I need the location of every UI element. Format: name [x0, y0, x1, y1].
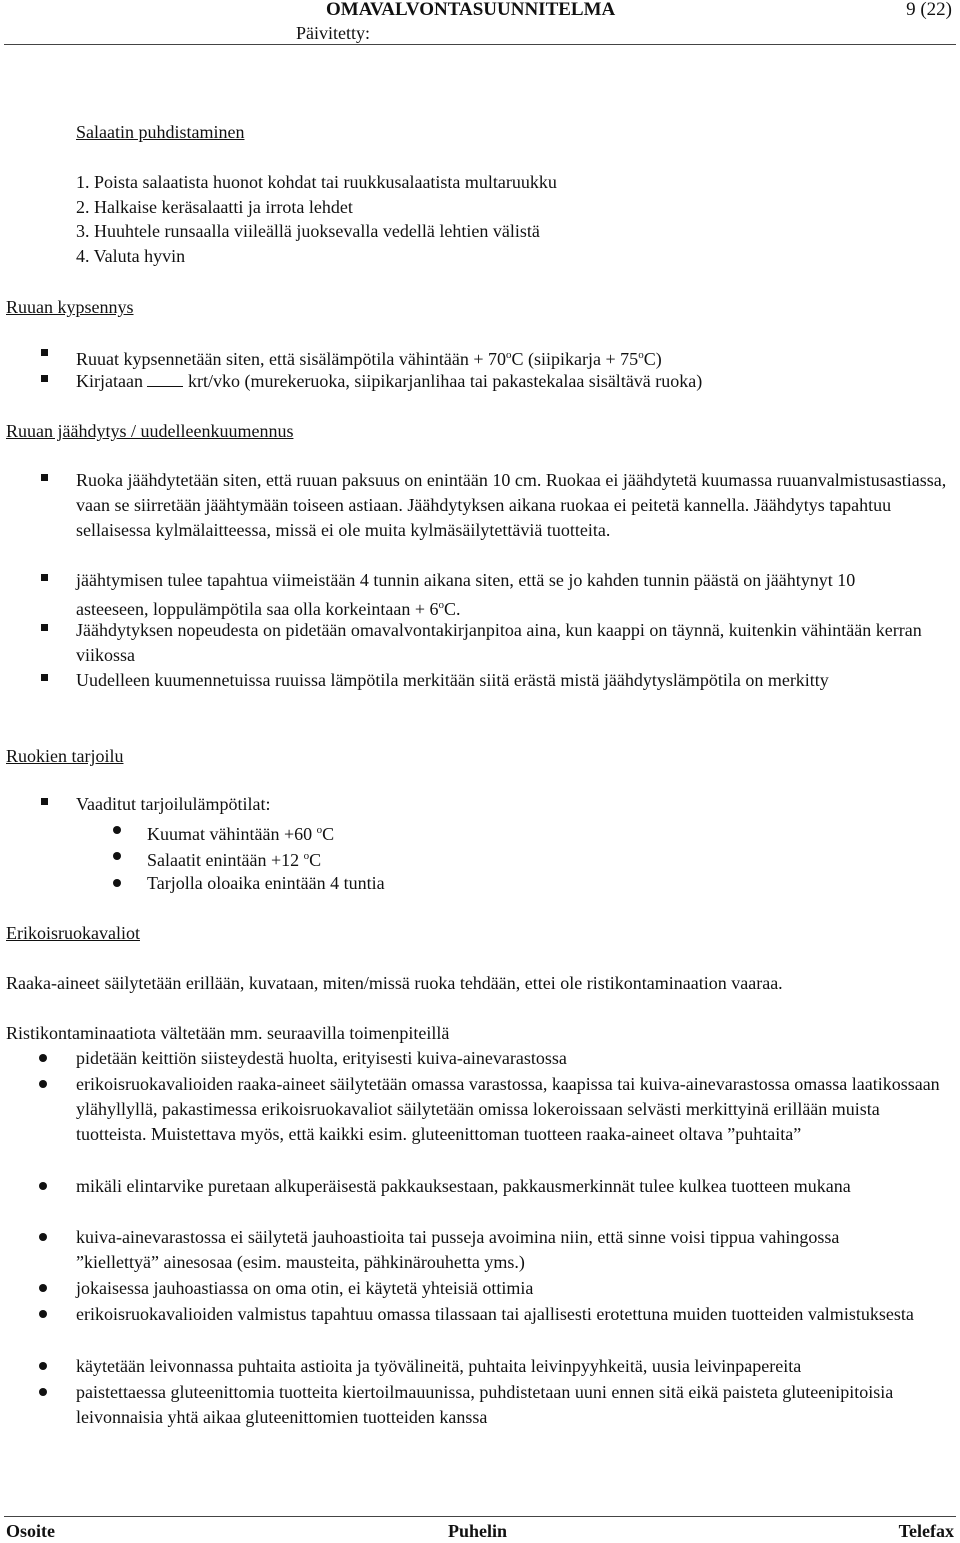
square-bullet-icon [41, 474, 48, 481]
document-title: OMAVALVONTASUUNNITELMA [326, 0, 616, 20]
serving-item: Vaaditut tarjoilulämpötilat: [76, 794, 271, 814]
square-bullet-icon [41, 798, 48, 805]
page-number: 9 (22) [906, 0, 952, 20]
square-bullet-icon [41, 574, 48, 581]
round-bullet-icon [39, 1233, 47, 1241]
updated-label: Päivitetty: [296, 23, 370, 43]
special-diets-item: erikoisruokavalioiden raaka-aineet säilytetään omassa varastossa, kaapissa tai kuiva-ainevarastossa omassa laatikossaan ylähyllyllä, pakastimessa erikoisruokavaliot säilytetään omissa lokeroissaan selvästi merkittyinä erillään muista tuotteista. Muistettava myös, että kaikki esim. gluteenittoman tuotteen raaka-aineet oltava ”puhtaita” [76, 1074, 940, 1144]
special-diets-item: jokaisessa jauhoastiassa on oma otin, ei käytetä yhteisiä ottimia [76, 1278, 534, 1298]
special-diets-item: erikoisruokavalioiden valmistus tapahtuu omassa tilassaan tai ajallisesti erotettuna muiden tuotteiden valmistuksesta [76, 1304, 914, 1324]
round-bullet-icon [39, 1284, 47, 1292]
round-bullet-icon [39, 1054, 47, 1062]
salad-step: 1. Poista salaatista huonot kohdat tai ruukkusalaatista multaruukku [76, 172, 557, 192]
cooling-item: Uudelleen kuumennetuissa ruuissa lämpötila merkitään siitä erästä mistä jäähdytyslämpötila on merkitty [76, 670, 829, 690]
round-bullet-icon [39, 1388, 47, 1396]
round-bullet-icon [113, 826, 121, 834]
cooling-item: jäähtymisen tulee tapahtua viimeistään 4 tunnin aikana siten, että se jo kahden tunnin päästä on jäähtynyt 10 asteeseen, loppulämpötila saa olla korkeintaan + $6^oC$. [76, 570, 856, 619]
round-bullet-icon [113, 879, 121, 887]
special-diets-item: pidetään keittiön siisteydestä huolta, erityisesti kuiva-ainevarastossa [76, 1048, 567, 1068]
special-diets-lead: Ristikontaminaatiota vältetään mm. seuraavilla toimenpiteillä [6, 1023, 450, 1043]
round-bullet-icon [39, 1080, 47, 1088]
cooling-item: Ruoka jäähdytetään siten, että ruuan paksuus on enintään 10 cm. Ruokaa ei jäähdytetä kuumassa ruuanvalmistusastiassa, vaan se siirretään jäähtymään toiseen astiaan. Jäähdytyksen aikana ruokaa ei peitetä kannella. Jäähdytys tapahtuu sellaisessa kylmälaitteessa, missä ei ole muita kylmäsäilytettäviä tuotteita. [76, 470, 947, 540]
round-bullet-icon [113, 852, 121, 860]
cooking-heading: Ruuan kypsennys [6, 297, 134, 317]
salad-step: 3. Huuhtele runsaalla viileällä juoksevalla vedellä lehtien välistä [76, 221, 540, 241]
salad-step: 4. Valuta hyvin [76, 246, 186, 266]
serving-heading: Ruokien tarjoilu [6, 746, 124, 766]
cooling-heading: Ruuan jäähdytys / uudelleenkuumennus [6, 421, 294, 441]
special-diets-item: paistettaessa gluteenittomia tuotteita kiertoilmauunissa, puhdistetaan uuni ennen sitä eikä paisteta gluteenipitoisia leivonnaisia yhtä aikaa gluteenittomien tuotteiden kanssa [76, 1382, 894, 1427]
square-bullet-icon [41, 349, 48, 356]
footer-phone-label: Puhelin [448, 1521, 508, 1541]
serving-subitem: Tarjolla oloaika enintään 4 tuntia [147, 873, 385, 893]
special-diets-item: kuiva-ainevarastossa ei säilytetä jauhoastioita tai pusseja avoimina niin, että sinne voisi tippua vahingossa ”kiellettyä” ainesosaa (esim. mausteita, pähkinärouhetta yms.) [76, 1227, 840, 1272]
round-bullet-icon [39, 1310, 47, 1318]
cooking-item: Ruuat kypsennetään siten, että sisälämpötila vähintään + $70^oC$ (siipikarja + $75^oC$) [76, 349, 662, 369]
square-bullet-icon [41, 624, 48, 631]
header-divider [4, 44, 956, 45]
footer-fax-label: Telefax [898, 1521, 954, 1541]
serving-subitem: Kuumat vähintään +60 $^o$C [147, 824, 335, 844]
special-diets-item: käytetään leivonnassa puhtaita astioita ja työvälineitä, puhtaita leivinpyyhkeitä, uusia leivinpapereita [76, 1356, 802, 1376]
serving-subitem: Salaatit enintään +12 $^o$C [147, 850, 322, 870]
salad-step: 2. Halkaise keräsalaatti ja irrota lehdet [76, 197, 353, 217]
footer-address-label: Osoite [6, 1521, 55, 1541]
fill-in-blank [147, 372, 183, 387]
cooling-item: Jäähdytyksen nopeudesta on pidetään omavalvontakirjanpitoa aina, kun kaappi on täynnä, kuitenkin vähintään kerran viikossa [76, 620, 922, 665]
special-diets-intro: Raaka-aineet säilytetään erillään, kuvataan, miten/missä ruoka tehdään, ettei ole ristikontaminaation vaaraa. [6, 973, 783, 993]
round-bullet-icon [39, 1182, 47, 1190]
square-bullet-icon [41, 375, 48, 382]
salad-heading: Salaatin puhdistaminen [76, 122, 245, 142]
round-bullet-icon [39, 1362, 47, 1370]
special-diets-heading: Erikoisruokavaliot [6, 923, 140, 943]
cooking-item: Kirjataan krt/vko (murekeruoka, siipikarjanlihaa tai pakastekalaa sisältävä ruoka) [76, 371, 703, 391]
square-bullet-icon [41, 674, 48, 681]
footer-divider [4, 1516, 956, 1517]
special-diets-item: mikäli elintarvike puretaan alkuperäisestä pakkauksestaan, pakkausmerkinnät tulee kulkea tuotteen mukana [76, 1176, 851, 1196]
